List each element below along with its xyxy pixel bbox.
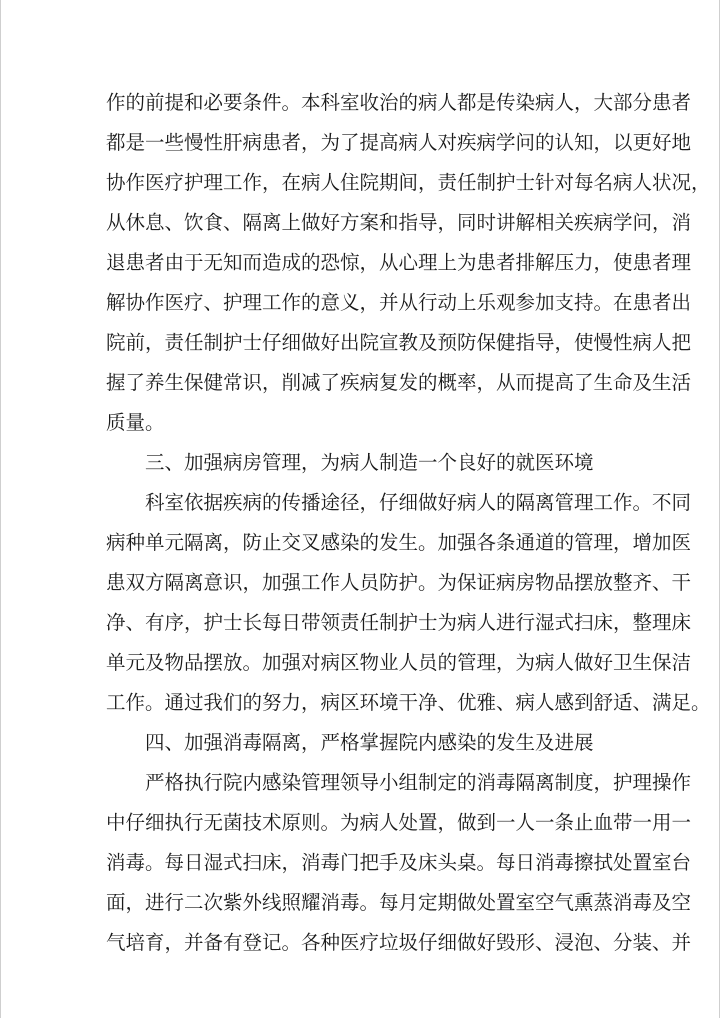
paragraph-line: 质量。	[106, 411, 165, 434]
paragraph-line: 院前，责任制护士仔细做好出院宣教及预防保健指导，使慢性病人把	[106, 331, 692, 354]
paragraph-line: 面，进行二次紫外线照耀消毒。每月定期做处置室空气熏蒸消毒及空	[106, 891, 692, 914]
paragraph-line: 解协作医疗、护理工作的意义，并从行动上乐观参加支持。在患者出	[106, 291, 692, 314]
section-heading: 四、加强消毒隔离，严格掌握院内感染的发生及进展	[145, 731, 594, 754]
paragraph-line: 协作医疗护理工作，在病人住院期间，责任制护士针对每名病人状况，	[106, 171, 711, 194]
paragraph-line: 工作。通过我们的努力，病区环境干净、优雅、病人感到舒适、满足。	[106, 691, 711, 714]
page-left-border	[0, 0, 1, 1018]
paragraph-line: 退患者由于无知而造成的恐惊，从心理上为患者排解压力，使患者理	[106, 251, 692, 274]
paragraph-line: 气培育，并备有登记。各种医疗垃圾仔细做好毁形、浸泡、分装、并	[106, 931, 692, 954]
paragraph-line: 都是一些慢性肝病患者，为了提高病人对疾病学问的认知，以更好地	[106, 131, 692, 154]
paragraph-line: 握了养生保健常识，削减了疾病复发的概率，从而提高了生命及生活	[106, 371, 692, 394]
paragraph-line: 单元及物品摆放。加强对病区物业人员的管理，为病人做好卫生保洁	[106, 651, 692, 674]
paragraph-line: 作的前提和必要条件。本科室收治的病人都是传染病人，大部分患者	[106, 91, 692, 114]
paragraph-line: 消毒。每日湿式扫床，消毒门把手及床头桌。每日消毒擦拭处置室台	[106, 851, 692, 874]
paragraph-line: 严格执行院内感染管理领导小组制定的消毒隔离制度，护理操作	[145, 771, 692, 794]
paragraph-line: 患双方隔离意识，加强工作人员防护。为保证病房物品摆放整齐、干	[106, 571, 692, 594]
paragraph-line: 科室依据疾病的传播途径，仔细做好病人的隔离管理工作。不同	[145, 491, 692, 514]
paragraph-line: 病种单元隔离，防止交叉感染的发生。加强各条通道的管理，增加医	[106, 531, 692, 554]
paragraph-line: 从休息、饮食、隔离上做好方案和指导，同时讲解相关疾病学问，消	[106, 211, 692, 234]
paragraph-line: 净、有序，护士长每日带领责任制护士为病人进行湿式扫床，整理床	[106, 611, 692, 634]
section-heading: 三、加强病房管理，为病人制造一个良好的就医环境	[145, 451, 594, 474]
paragraph-line: 中仔细执行无菌技术原则。为病人处置，做到一人一条止血带一用一	[106, 811, 692, 834]
